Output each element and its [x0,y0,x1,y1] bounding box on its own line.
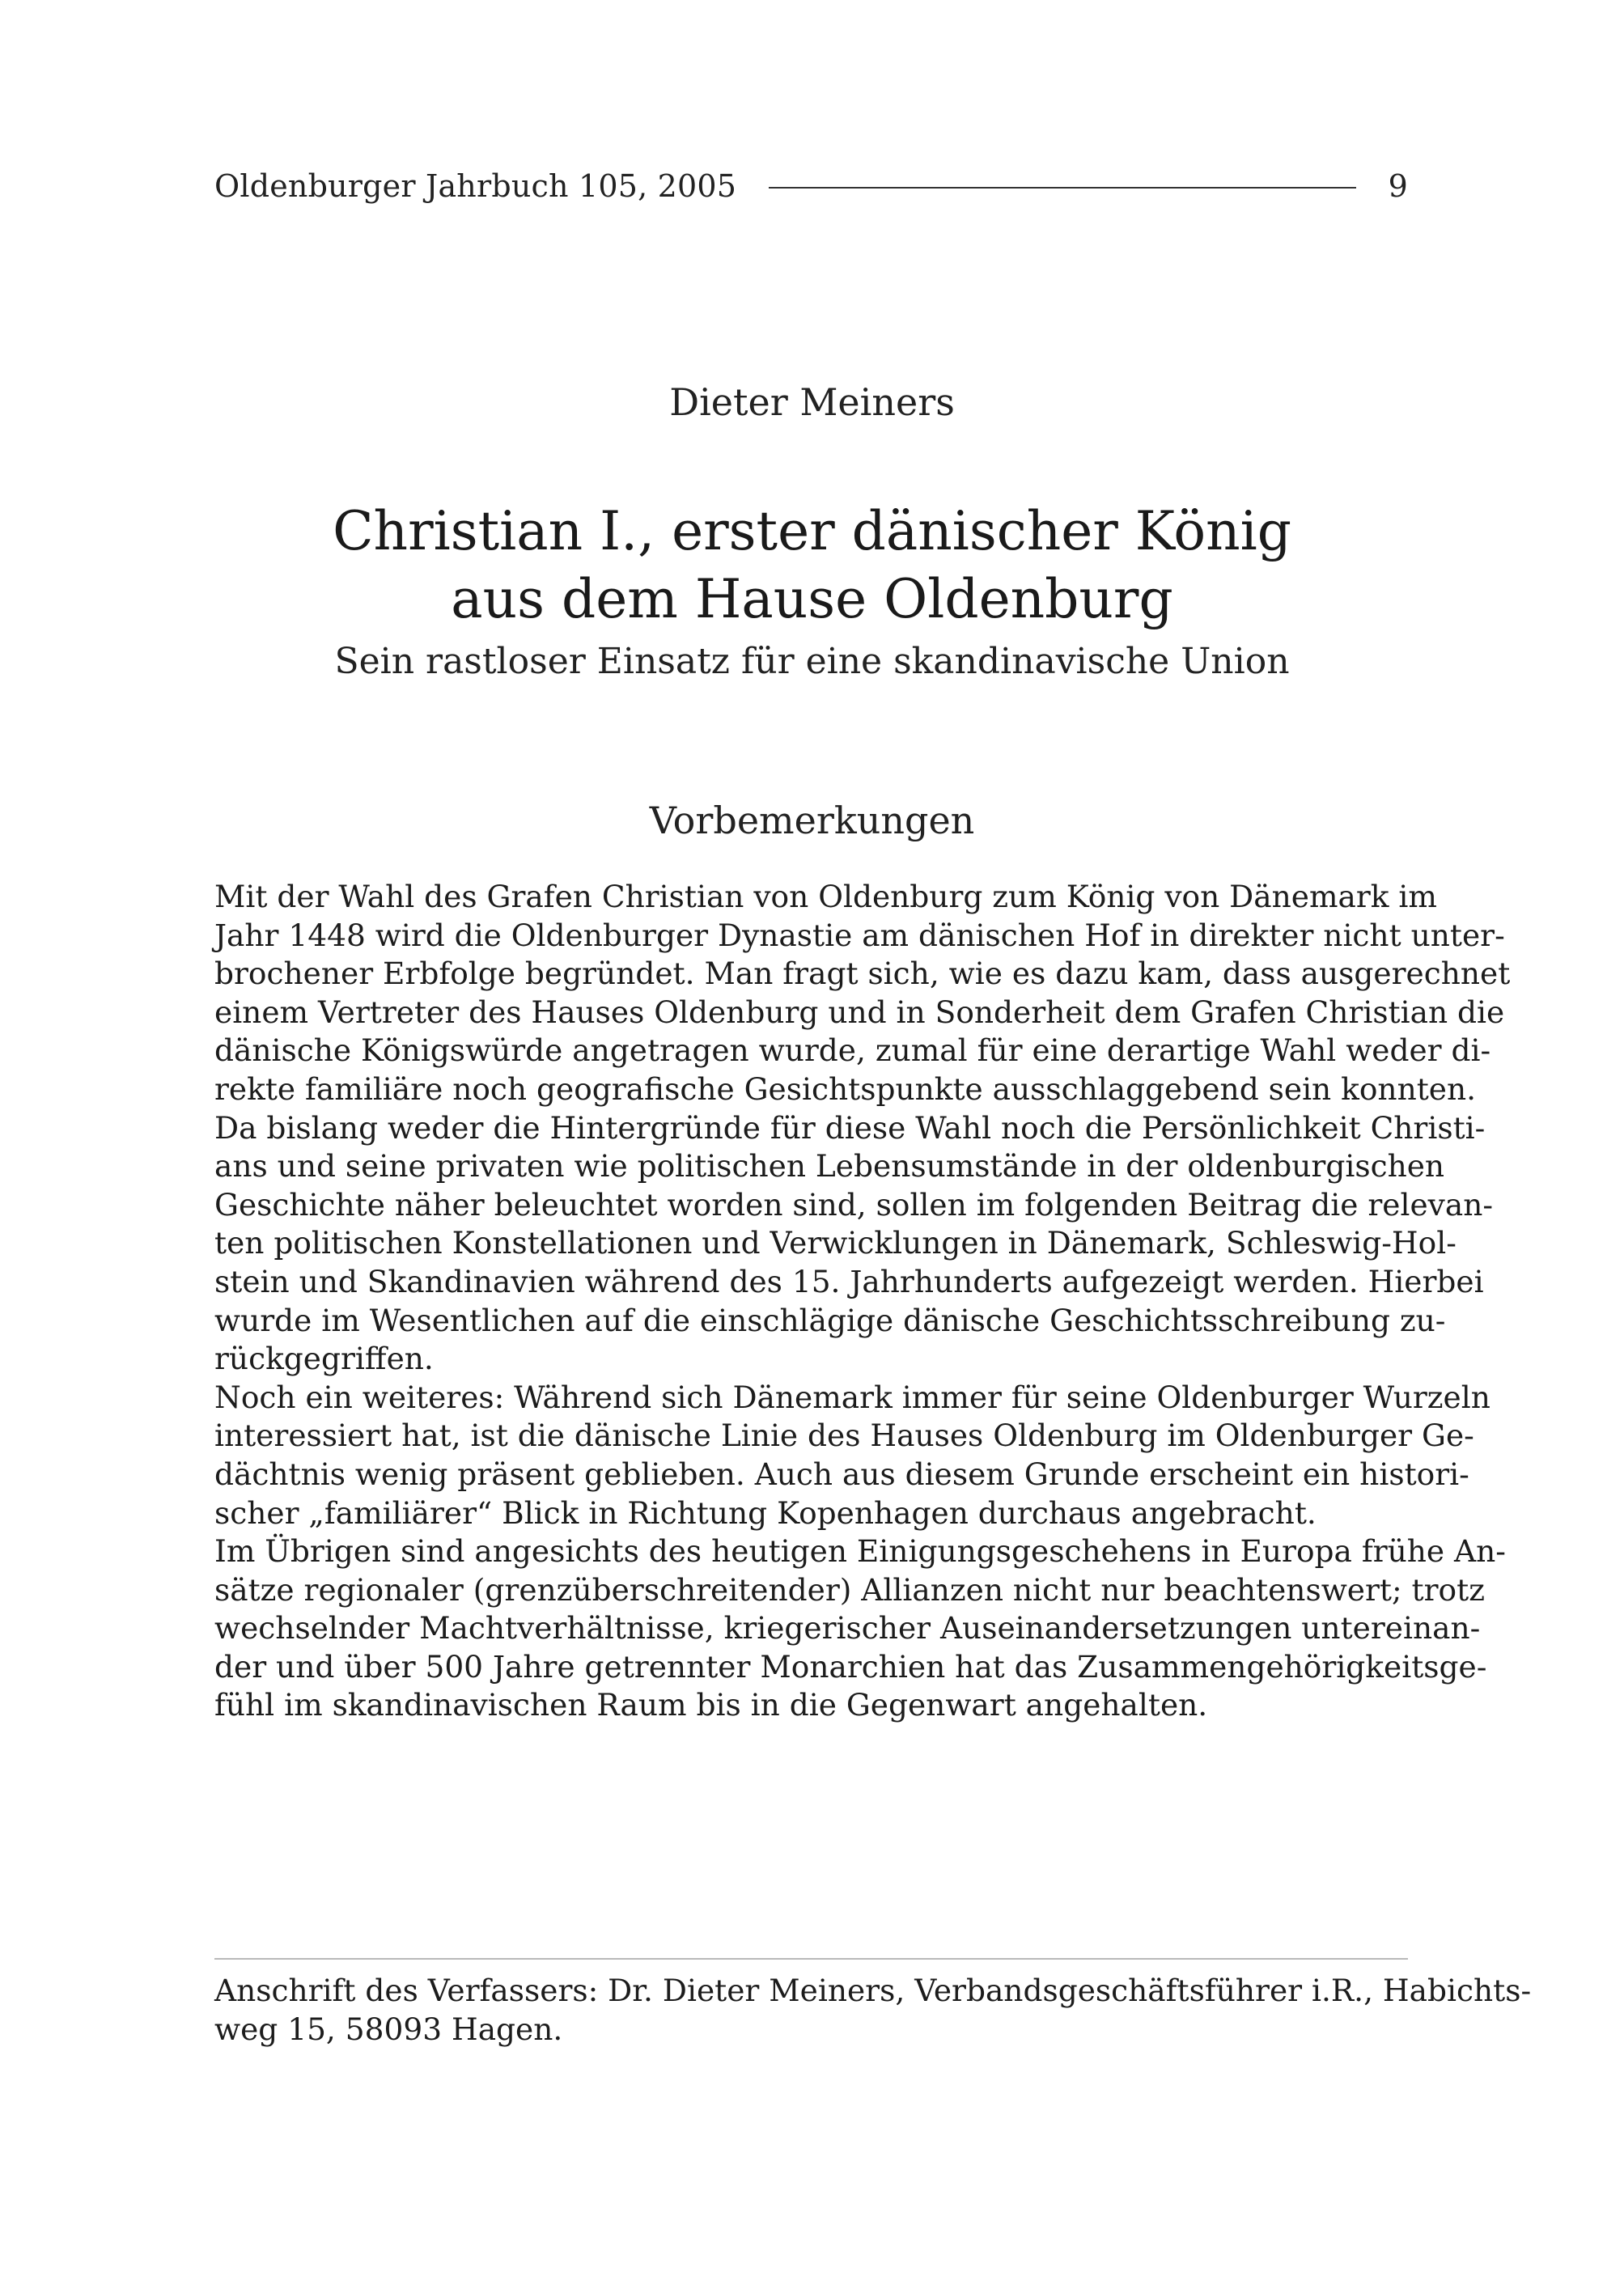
body-line: der und über 500 Jahre getrennter Monarchien hat das Zusammengehörigkeitsge- [214,1648,1487,1685]
footnote-line: weg 15, 58093 Hagen. [214,2011,563,2047]
title-line: Christian I., erster dänischer König [333,500,1291,562]
body-line: Mit der Wahl des Grafen Christian von Oldenburg zum König von Dänemark im [214,879,1437,914]
body-text [214,878,1511,1725]
body-line: brochener Erbfolge begründet. Man fragt sich, wie es dazu kam, dass ausgerechnet [214,956,1511,992]
body-line: wechselnder Machtverhältnisse, kriegerischer Auseinandersetzungen untereinan- [214,1610,1481,1647]
body-line: dänische Königswürde angetragen wurde, zumal für eine derartige Wahl weder di- [214,1032,1491,1069]
body-line: Im Übrigen sind angesichts des heutigen Einigungsgeschehens in Europa frühe An- [214,1533,1506,1570]
header-rule [769,187,1355,189]
body-line: stein und Skandinavien während des 15. Jahrhunderts aufgezeigt werden. Hierbei [214,1263,1484,1299]
footnote-line: Anschrift des Verfassers: Dr. Dieter Meiners, Verbandsgeschäftsführer i.R., Habichts- [214,1973,1532,2008]
page-number: 9 [1388,168,1408,204]
body-line: fühl im skandinavischen Raum bis in die Gegenwart angehalten. [214,1687,1208,1723]
body-line: rückgegriffen. [214,1341,434,1377]
body-line: sätze regionaler (grenzüberschreitender) Allianzen nicht nur beachtenswert; trotz [214,1571,1485,1608]
author-address-footnote [214,1971,1532,2049]
body-line: Noch ein weiteres: Während sich Dänemark immer für seine Oldenburger Wurzeln [214,1379,1490,1415]
body-line: ans und seine privaten wie politischen Lebensumstände in der oldenburgischen [214,1148,1445,1185]
body-line: interessiert hat, ist die dänische Linie des Hauses Oldenburg im Oldenburger Ge- [214,1418,1474,1454]
body-line: einem Vertreter des Hauses Oldenburg und in Sonderheit dem Grafen Christian die [214,994,1505,1030]
article-subtitle: Sein rastloser Einsatz für eine skandinavische Union [334,641,1290,682]
body-line: Geschichte näher beleuchtet worden sind, sollen im folgenden Beitrag die relevan- [214,1186,1494,1223]
body-line: ten politischen Konstellationen und Verwicklungen in Dänemark, Schleswig-Hol- [214,1225,1457,1261]
title-line: aus dem Hause Oldenburg [451,568,1173,630]
section-heading: Vorbemerkungen [649,799,975,842]
journal-citation: Oldenburger Jahrbuch 105, 2005 [214,168,737,204]
running-head [214,162,1408,210]
body-line: Jahr 1448 wird die Oldenburger Dynastie am dänischen Hof in direkter nicht unter- [214,917,1505,953]
body-line: Da bislang weder die Hintergründe für diese Wahl noch die Persönlichkeit Christi- [214,1109,1486,1146]
body-line: rekte familiäre noch geografische Gesichtspunkte ausschlaggebend sein konnten. [214,1070,1477,1107]
article-title [0,498,1624,634]
author-name: Dieter Meiners [669,380,955,424]
body-line: scher „familiärer“ Blick in Richtung Kopenhagen durchaus angebracht. [214,1494,1317,1531]
footnote-rule [214,1958,1408,1960]
body-line: dächtnis wenig präsent geblieben. Auch aus diesem Grunde erscheint ein histori- [214,1456,1469,1492]
body-line: wurde im Wesentlichen auf die einschlägige dänische Geschichtsschreibung zu- [214,1302,1446,1338]
